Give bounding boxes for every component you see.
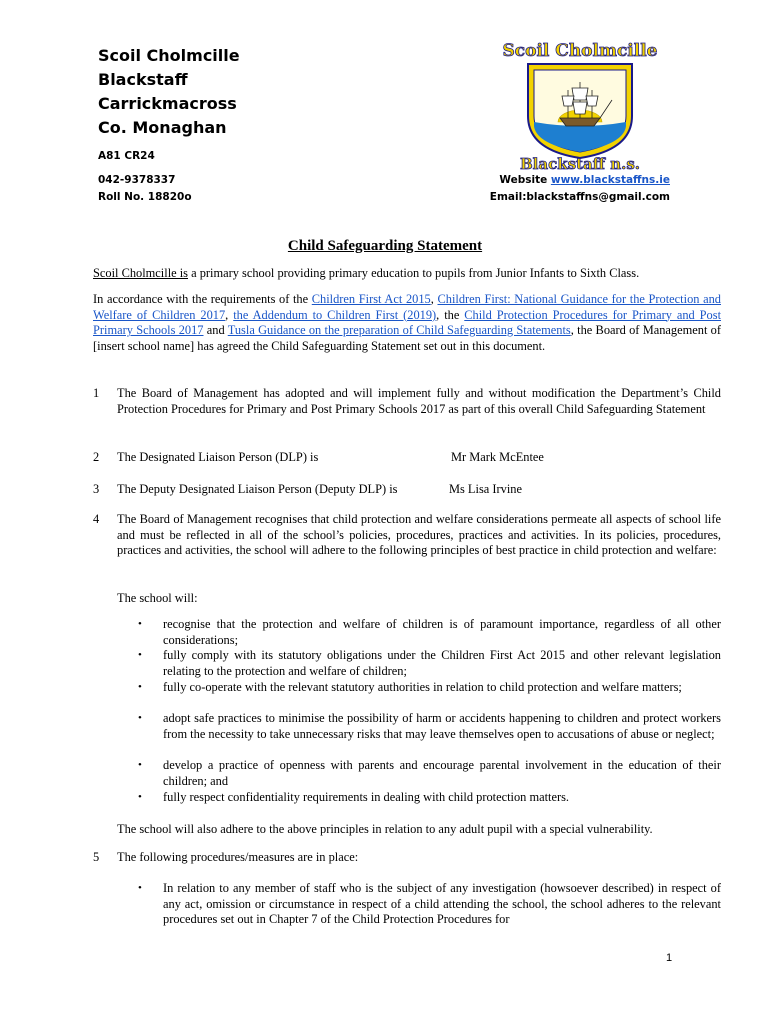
- link-children-first-act[interactable]: Children First Act 2015: [311, 292, 431, 306]
- bullet-text: fully comply with its statutory obligations under the Children First Act 2015 and other relevant legislation relating to the protection and welfare of children;: [163, 648, 721, 678]
- item-text: The Designated Liaison Person (DLP) is: [117, 450, 319, 464]
- link-national-guidance[interactable]: Children First: National Guidance for the Protection and Welfare of Children 2017: [93, 292, 721, 322]
- contact-right: [490, 172, 670, 206]
- item-text: The Board of Management recognises that child protection and welfare considerations permeate all aspects of school life and must be reflected in all of the school’s policies, procedures, practices and activities. In its policies, procedures, practices and activities, the school will adhere to the following principles of best practice in child protection and welfare:: [117, 512, 721, 558]
- bullet-icon: •: [138, 681, 142, 693]
- website-line: [490, 172, 670, 189]
- item-number: 3: [93, 482, 100, 496]
- bullet-text: In relation to any member of staff who is the subject of any investigation (howsoever described) in respect of any act, omission or circumstance in respect of a child attending the school, the school adheres to the relevant procedures set out in Chapter 7 of the Child Protection Procedures for: [163, 881, 721, 927]
- bullet-text: adopt safe practices to minimise the possibility of harm or accidents happening to children and protect workers from the necessity to take unnecessary risks that may leave themselves open to accusations of abuse or neglect;: [163, 711, 721, 741]
- deputy-dlp-name: Ms Lisa Irvine: [449, 482, 522, 496]
- link-child-protection-procedures[interactable]: Child Protection Procedures for Primary and Post Primary Schools 2017: [93, 307, 722, 338]
- address-line-1: Blackstaff: [98, 70, 188, 89]
- bullet-text: fully co-operate with the relevant statutory authorities in relation to child protection and welfare matters;: [163, 680, 682, 694]
- school-address: [98, 44, 240, 162]
- website-link[interactable]: www.blackstaffns.ie: [550, 174, 670, 186]
- intro-text: a primary school providing primary education to pupils from Junior Infants to Sixth Class.: [188, 266, 640, 280]
- item-text: The Board of Management has adopted and will implement fully and without modification the Department’s Child Protection Procedures for Primary and Post Primary Schools 2017 as part of this overall Child Safeguarding Statement: [117, 386, 721, 416]
- bullet-icon: •: [138, 882, 142, 894]
- school-will-label: The school will:: [117, 591, 198, 605]
- eircode: A81 CR24: [98, 150, 155, 162]
- bullet-icon: •: [138, 712, 142, 724]
- email-address: Email:blackstaffns@gmail.com: [489, 191, 670, 203]
- bullet-text: fully respect confidentiality requirements in dealing with child protection matters.: [163, 790, 570, 804]
- p2-text-5: and: [203, 323, 228, 338]
- school-crest-logo: [488, 38, 672, 172]
- bullet-text: develop a practice of openness with parents and encourage parental involvement in the education of their children; and: [163, 758, 721, 788]
- website-label: Website: [499, 174, 551, 186]
- bullet-icon: •: [138, 791, 142, 803]
- page-number: 1: [666, 952, 673, 964]
- p2-text-2: ,: [430, 292, 438, 306]
- item-text: The Deputy Designated Liaison Person (Deputy DLP) is: [117, 482, 398, 496]
- logo-top-text: Scoil Cholmcille: [502, 41, 658, 61]
- p2-text-3: ,: [225, 307, 234, 322]
- p2-text-6: , the Board of Management of [insert school name] has agreed the Child Safeguarding Statement set out in this document.: [93, 323, 721, 353]
- link-tusla-guidance[interactable]: Tusla Guidance on the preparation of Child Safeguarding Statements: [227, 323, 571, 338]
- requirements-paragraph: [93, 292, 721, 354]
- intro-paragraph: [93, 266, 721, 282]
- address-line-2: Carrickmacross: [98, 94, 237, 113]
- bullet-icon: •: [138, 759, 142, 771]
- bullet-icon: •: [138, 649, 142, 661]
- p2-text-4: , the: [436, 307, 465, 322]
- intro-school-name: Scoil Cholmcille is: [93, 266, 188, 280]
- bullet-icon: •: [138, 618, 142, 630]
- address-line-3: Co. Monaghan: [98, 118, 227, 137]
- item-number: 2: [93, 450, 100, 464]
- dlp-name: Mr Mark McEntee: [451, 450, 544, 464]
- link-addendum[interactable]: the Addendum to Children First (2019): [233, 307, 437, 322]
- p2-text-1: In accordance with the requirements of the: [93, 292, 312, 306]
- document-title: Child Safeguarding Statement: [287, 238, 483, 254]
- bullet-text: recognise that the protection and welfare of children is of paramount importance, regardless of all other considerations;: [163, 617, 721, 647]
- roll-number: Roll No. 18820o: [98, 191, 192, 203]
- phone-number: 042-9378337: [98, 174, 176, 186]
- contact-left: [98, 172, 192, 206]
- adult-pupil-paragraph: The school will also adhere to the above principles in relation to any adult pupil with a special vulnerability.: [117, 822, 653, 836]
- logo-bottom-text: Blackstaff n.s.: [519, 155, 641, 172]
- item-number: 4: [93, 512, 100, 526]
- item-number: 5: [93, 850, 100, 864]
- item-text: The following procedures/measures are in place:: [117, 850, 359, 864]
- item-number: 1: [93, 386, 100, 400]
- school-name: Scoil Cholmcille: [98, 46, 240, 65]
